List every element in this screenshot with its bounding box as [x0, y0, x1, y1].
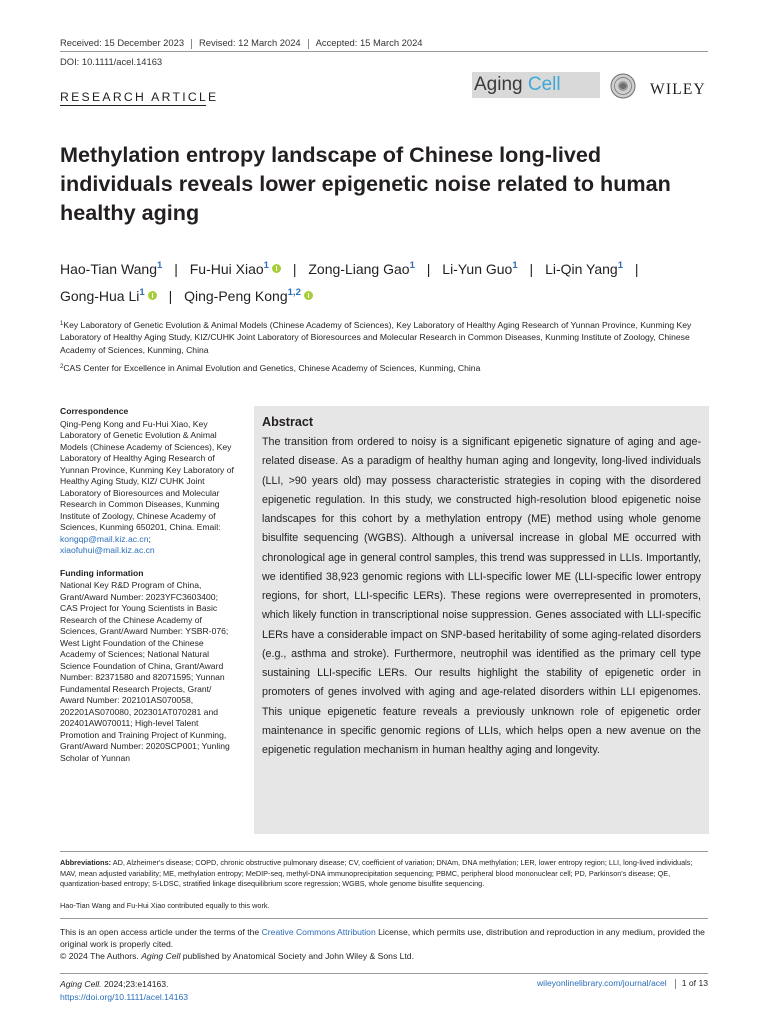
- article-title: Methylation entropy landscape of Chinese long-lived individuals reveals lower epigenetic noise related to human healthy aging: [60, 142, 671, 225]
- correspondence-text: [60, 419, 235, 557]
- author-name[interactable]: Li-Qin Yang: [545, 261, 618, 277]
- article-type: RESEARCH ARTICLE: [60, 90, 219, 104]
- journal-logo-word-aging: Aging: [474, 74, 523, 95]
- email-separator: ;: [148, 533, 151, 544]
- author-separator: |: [174, 261, 178, 277]
- funding-section: [60, 568, 235, 765]
- orcid-icon[interactable]: [148, 291, 157, 300]
- abbreviations: [60, 858, 710, 890]
- publisher-logo[interactable]: WILEY: [650, 81, 706, 98]
- page-number: 1 of 13: [681, 978, 708, 988]
- email-link[interactable]: xiaofuhui@mail.kiz.ac.cn: [60, 545, 155, 555]
- footer-divider: [60, 973, 708, 974]
- affiliation-number: 2: [60, 364, 64, 370]
- doi-link[interactable]: https://doi.org/10.1111/acel.14163: [60, 991, 189, 1002]
- copyright-text: © 2024 The Authors.: [60, 951, 139, 962]
- author-name[interactable]: Gong-Hua Li: [60, 288, 140, 304]
- author-name[interactable]: Qing-Peng Kong: [184, 288, 288, 304]
- license-notice: [60, 926, 710, 963]
- footer-citation: [60, 978, 188, 1003]
- author-affiliation-sup[interactable]: 1: [139, 287, 145, 298]
- affiliation-text: Key Laboratory of Genetic Evolution & Animal Models (Chinese Academy of Sciences), Key Laboratory of Healthy Aging Research of Yunnan Province, Kunming Key Laboratory of Healthy Aging Study, KIZ/CUHK Joint Laboratory of Bioresources and Molecular Research in Common Diseases, Kunming Institute of Zoology, Chinese Academy of Sciences, Kunming, China: [60, 320, 692, 355]
- license-text-before: This is an open access article under the terms of the: [60, 927, 260, 937]
- notes-divider: [60, 851, 708, 852]
- anatomical-society-seal-icon: [610, 73, 636, 99]
- copyright-publisher: published by Anatomical Society and John Wiley & Sons Ltd.: [182, 951, 414, 962]
- affiliation-text: CAS Center for Excellence in Animal Evolution and Genetics, Chinese Academy of Sciences, Kunming, China: [63, 363, 481, 373]
- author-separator: |: [292, 261, 297, 277]
- abstract-text: The transition from ordered to noisy is a significant epigenetic signature of aging and age-related disease. As a paradigm of healthy human aging and longevity, long-lived individuals (LLI, >90 years old) may possess characteristic strategies in coping with the disordered epigenetic regulation. In this study, we constructed high-resolution blood epigenetic noise landscapes for this cohort by a methylation entropy (ME) method using whole genome bisulfite sequencing (WGBS). Although a universal increase in global ME occurred with chronological age in general control samples, this trend was suppressed in LLIs. Importantly, we identified 38,923 genomic regions with LLI-specific lower ME (LLI-specific lower entropy regions, for short, LLI-specific LERs). These regions were overrepresented in promoters, which likely function in transcriptional noise suppression. Genes associated with LLI-specific LERs have a considerable impact on SNP-based heritability of some aging-related disorders (e.g., asthma and stroke). Furthermore, neutrophil was identified as the primary cell type sustaining LLI-specific LERs. Our results highlight the stability of epigenetic order in promoters of genes involved with aging and age-related disorders within LLI epigenomes. This unique epigenetic feature reveals a previously unknown role of epigenetic order maintenance in specific genomic regions of LLIs, which helps open a new avenue on the epigenetic regulation mechanism in human healthy aging and longevity.: [262, 436, 701, 756]
- footer-right: [500, 978, 708, 989]
- author-affiliation-sup[interactable]: 1: [409, 260, 415, 271]
- revised-date: Revised: 12 March 2024: [199, 37, 301, 48]
- author-name[interactable]: Fu-Hui Xiao: [189, 261, 264, 277]
- orcid-icon[interactable]: [304, 291, 313, 300]
- divider: [191, 39, 192, 49]
- journal-logo[interactable]: [474, 73, 561, 97]
- email-label: Email:: [196, 522, 221, 532]
- funding-text: National Key R&D Program of China, Grant/Award Number: 2023YFC3603400; CAS Project for Young Scientists in Basic Research of the Chinese Academy of Sciences, Grant/Award Number: YSBR-076; West Light Foundation of the Chinese Academy of Sciences; National Natural Science Foundation of China, Grant/Award Number: 82371580 and 82071595; Yunnan Fundamental Research Projects, Grant/ Award Number: 202101AS070058, 202201AS070080, 202301AT070281 and 202401AW070011; High-level Talent Promotion and Training Project of Kunming, Grant/Award Number: 2020SCP001; Yunling Scholar of Yunnan: [60, 580, 230, 763]
- author-affiliation-sup[interactable]: 1: [157, 260, 163, 271]
- author-separator: |: [529, 261, 534, 277]
- author-affiliation-sup[interactable]: 1,2: [287, 287, 301, 298]
- author-separator: |: [634, 261, 639, 277]
- correspondence-heading: Correspondence: [60, 406, 129, 416]
- citation-journal: Aging Cell.: [60, 979, 102, 989]
- author-separator: |: [168, 288, 173, 304]
- article-doi: DOI: 10.1111/acel.14163: [60, 56, 163, 67]
- email-link[interactable]: kongqp@mail.kiz.ac.cn: [60, 533, 149, 544]
- author-name[interactable]: Hao-Tian Wang: [60, 261, 158, 277]
- abbreviations-label: Abbreviations:: [60, 858, 112, 867]
- funding-heading: Funding information: [60, 567, 144, 578]
- orcid-icon[interactable]: [272, 264, 281, 273]
- journal-logo-word-cell: Cell: [527, 74, 561, 95]
- affiliation-number: 1: [60, 321, 64, 327]
- abstract-heading: Abstract: [262, 415, 314, 429]
- journal-site-link[interactable]: wileyonlinelibrary.com/journal/acel: [536, 978, 667, 988]
- author-separator: |: [426, 261, 431, 277]
- author-affiliation-sup[interactable]: 1: [263, 260, 269, 271]
- equal-contribution-note: Hao-Tian Wang and Fu-Hui Xiao contributed equally to this work.: [60, 901, 270, 910]
- license-text-after: License, which permits use, distribution and reproduction in any medium, provided the original work is properly cited.: [60, 927, 705, 950]
- correspondence-address: Qing-Peng Kong and Fu-Hui Xiao, Key Laboratory of Genetic Evolution & Animal Models (Chinese Academy of Sciences), Key Laboratory of Healthy Aging Research of Yunnan Province, Kunming Key Laboratory of Healthy Aging Study, KIZ/ CUHK Joint Laboratory of Bioresources and Molecular Research in Common Diseases, Kunming Institute of Zoology, Chinese Academy of Sciences, Kunming 650201, China.: [60, 418, 234, 532]
- author-name[interactable]: Li-Yun Guo: [442, 261, 513, 277]
- article-type-underline: [60, 105, 206, 106]
- author-list: [60, 256, 710, 310]
- affiliation-1: [60, 319, 710, 356]
- divider: [308, 39, 309, 49]
- abbreviations-text: AD, Alzheimer's disease; COPD, chronic obstructive pulmonary disease; CV, coefficient of variation; DNAm, DNA methylation; LER, lower entropy region; LLI, long-lived individuals; MAV, mean adjusted variability; ME, methylation entropy; MeDIP-seq, methyl-DNA immunoprecipitation sequencing; PBMC, peripheral blood mononuclear cell; PD, Parkinson's disease; QE, quantization-based entropy; S-LDSC, stratified linkage disequilibrium score regression; WGBS, whole genome bisulfite sequencing.: [60, 858, 693, 889]
- author-affiliation-sup[interactable]: 1: [512, 260, 518, 271]
- citation-volume: 2024;23:e14163.: [103, 979, 169, 989]
- affiliation-2: [60, 362, 710, 374]
- copyright-journal: Aging Cell: [141, 951, 181, 962]
- author-affiliation-sup[interactable]: 1: [617, 260, 623, 271]
- accepted-date: Accepted: 15 March 2024: [315, 37, 423, 48]
- side-column: [60, 406, 235, 764]
- header-divider: [60, 51, 708, 52]
- license-link[interactable]: Creative Commons Attribution: [261, 927, 376, 937]
- divider: [675, 979, 676, 989]
- received-date: Received: 15 December 2023: [60, 37, 185, 48]
- license-divider: [60, 918, 708, 919]
- article-dates: [60, 37, 423, 49]
- author-name[interactable]: Zong-Liang Gao: [308, 261, 410, 277]
